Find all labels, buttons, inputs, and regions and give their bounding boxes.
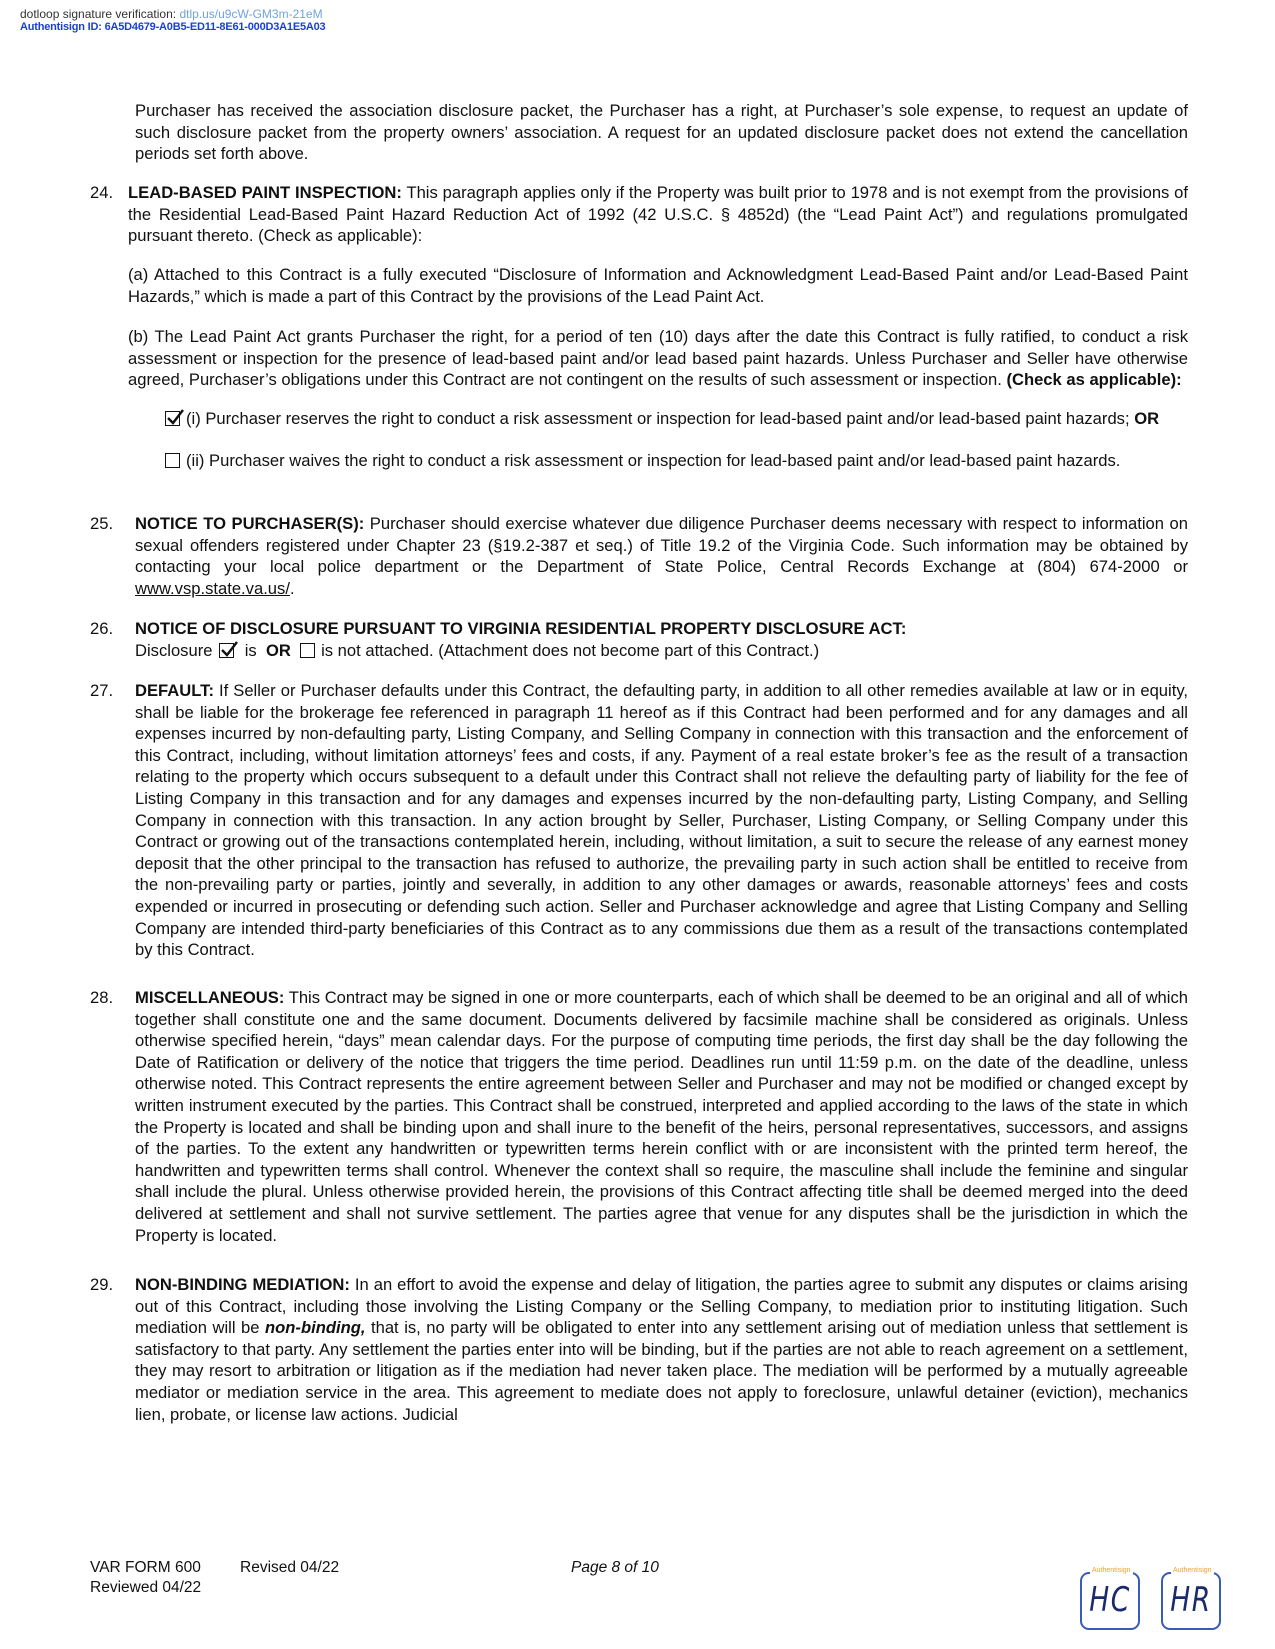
section-27-number: 27. [90, 681, 114, 700]
section-28-body: This Contract may be signed in one or more counterparts, each of which shall be deemed to be an original and all of which together shall constitute one and the same document. Documents delivered by facsimile machine shall be considered as originals. Unless otherwise specified herein, “days” mean calendar days. For the purpose of computing time periods, the first day shall be the day following the Date of Ratification or delivery of the notice that triggers the time period. Deadlines run until 11:59 p.m. on the date of the deadline, unless otherwise noted. This Contract represents the entire agreement between Seller and Purchaser and may not be modified or changed except by written instrument executed by the parties. This Contract shall be construed, interpreted and applied according to the laws of the state in which the Property is located and shall be binding upon and shall inure to the benefit of the heirs, personal representatives, successors, and assigns of the parties. To the extent any handwritten or typewritten terms herein conflict with or are inconsistent with the printed term hereof, the handwritten and typewritten terms shall control. Whenever the context shall so require, the masculine shall include the feminine and singular shall include the plural. Unless otherwise provided herein, the provisions of this Contract affecting title shall be deemed merged into the deed delivered at settlement and shall not survive settlement. The parties agree that venue for any disputes shall be the jurisdiction in which the Property is located. [135, 988, 1188, 1245]
section-24-number: 24. [90, 183, 114, 202]
form-revised: Revised 04/22 [240, 1559, 340, 1576]
section-29-title: NON-BINDING MEDIATION: [135, 1275, 350, 1294]
section-25-end: . [289, 578, 295, 598]
authentisign-logo: Authentisign [1173, 1567, 1212, 1574]
section-24-intro [128, 182, 1188, 247]
section-28-number: 28. [90, 988, 114, 1007]
section-28 [135, 987, 1188, 1246]
section-29-number: 29. [90, 1275, 114, 1294]
section-25-number: 25. [90, 514, 114, 533]
or-label: OR [265, 640, 291, 660]
initials-box-hc[interactable] [1080, 1567, 1140, 1630]
section-24-title: LEAD-BASED PAINT INSPECTION: [128, 183, 402, 202]
verification-label: dotloop signature verification: [20, 7, 177, 21]
section-25 [135, 513, 1188, 599]
initials-box-hr[interactable] [1161, 1567, 1221, 1630]
section-29-body-2: that is, no party will be obligated to enter into any settlement arising out of mediation unless that settlement is satisfactory to that party. Any settlement the parties enter into will be binding, but if the parties are not able to reach agreement on a settlement, they may resort to arbitration or litigation as if the mediation had never taken place. The mediation will be performed by a mutually agreeable mediator or mediation service in the area. This agreement to mediate does not apply to foreclosure, unlawful detainer (eviction), mechanics lien, probate, or license law actions. Judicial [135, 1318, 1188, 1424]
section-24-option-1 [165, 408, 1188, 430]
section-24-b-check: (Check as applicable): [1006, 370, 1182, 390]
section-25-body: Purchaser should exercise whatever due diligence Purchaser deems necessary with respect to information on sexual offenders registered under Chapter 23 (§19.2-387 et seq.) of Title 19.2 of the Virginia Code. Such information may be obtained by contacting your local police department or the Department of State Police, Central Records Exchange at (804) 674-2000 or [135, 514, 1188, 577]
authentisign-logo: Authentisign [1092, 1567, 1131, 1574]
vsp-link[interactable]: www.vsp.state.va.us/ [135, 578, 290, 598]
section-29-body-1: In an effort to avoid the expense and delay of litigation, the parties agree to submit any disputes or claims arising out of this Contract, including those involving the Listing Company or the Selling Company, to mediation prior to instituting litigation. Such mediation will be [135, 1275, 1188, 1338]
section-24-a: (a) Attached to this Contract is a fully executed “Disclosure of Information and Acknowledgment Lead-Based Paint and/or Lead-Based Paint Hazards,” which is made a part of this Contract by the provisions of the Lead Paint Act. [128, 265, 1188, 306]
continuation-paragraph: Purchaser has received the association disclosure packet, the Purchaser has a right, at Purchaser’s sole expense, to request an update of such disclosure packet from the property owners’ association. A request for an updated disclosure packet does not extend the cancellation periods set forth above. [135, 101, 1188, 164]
is-label: is [244, 640, 257, 660]
section-26-number: 26. [90, 619, 114, 638]
section-27-title: DEFAULT: [135, 681, 214, 700]
dotloop-verification [20, 7, 323, 21]
disclosure-label: Disclosure [135, 640, 213, 660]
initials-hr: HR [1170, 1580, 1212, 1620]
section-26 [135, 618, 1188, 661]
option-1-or: OR [1134, 409, 1160, 428]
verification-link[interactable]: dtlp.us/u9cW-GM3m-21eM [179, 7, 323, 21]
option-1-text: (i) Purchaser reserves the right to conduct a risk assessment or inspection for lead-based paint and/or lead-based paint hazards; [186, 409, 1135, 428]
page-number: Page 8 of 10 [571, 1559, 659, 1576]
section-28-title: MISCELLANEOUS: [135, 988, 285, 1007]
disclosure-not-attached-checkbox[interactable] [300, 643, 315, 658]
form-id: VAR FORM 600 [90, 1559, 201, 1576]
section-25-title: NOTICE TO PURCHASER(S): [135, 514, 365, 533]
option-2-checkbox[interactable] [165, 453, 180, 468]
initials-hc: HC [1089, 1580, 1131, 1620]
authentisign-id: Authentisign ID: 6A5D4679-A0B5-ED11-8E61-000D3A1E5A03 [20, 21, 326, 33]
section-24-b [128, 326, 1188, 391]
section-29-emphasis: non-binding, [265, 1318, 366, 1338]
section-27-body: If Seller or Purchaser defaults under this Contract, the defaulting party, in addition to all other remedies available at law or in equity, shall be liable for the brokerage fee referenced in paragraph 11 hereof as if this Contract had been performed and for any damages and all expenses incurred by non-defaulting party, Listing Company, and Selling Company in connection with this transaction and the enforcement of this Contract, including, without limitation attorneys’ fees and costs, if any. Payment of a real estate broker’s fee as the result of a transaction relating to the property which occurs subsequent to a default under this Contract shall not relieve the defaulting party of liability for the fee of Listing Company in this transaction and for any damages and expenses incurred by the non-defaulting party, Listing Company, and Selling Company in connection with this transaction. In any action brought by Seller, Purchaser, Listing Company, or Selling Company under this Contract or growing out of the transactions contemplated herein, including, without limitation, a suit to secure the release of any earnest money deposit that the other principal to the transaction has refused to authorize, the prevailing party in such action shall be entitled to receive from the non-prevailing party or parties, jointly and severally, in addition to any other damages or awards, reasonable attorneys’ fees and costs expended or incurred in prosecuting or defending such action. Seller and Purchaser acknowledge and agree that Listing Company and Selling Company are intended third-party beneficiaries of this Contract as to any commissions due them as a result of the transactions contemplated by this Contract. [135, 681, 1188, 960]
section-24-option-2 [165, 450, 1188, 472]
form-reviewed: Reviewed 04/22 [90, 1579, 202, 1596]
not-attached-text: is not attached. (Attachment does not become part of this Contract.) [321, 640, 820, 660]
option-2-text: (ii) Purchaser waives the right to conduct a risk assessment or inspection for lead-based paint and/or lead-based paint hazards. [186, 451, 1121, 470]
section-24-body: This paragraph applies only if the Property was built prior to 1978 and is not exempt from the provisions of the Residential Lead-Based Paint Hazard Reduction Act of 1992 (42 U.S.C. § 4852d) (the “Lead Paint Act”) and regulations promulgated pursuant thereto. (Check as applicable): [128, 183, 1188, 246]
section-26-title: NOTICE OF DISCLOSURE PURSUANT TO VIRGINIA RESIDENTIAL PROPERTY DISCLOSURE ACT: [135, 619, 907, 638]
section-24-b-body: (b) The Lead Paint Act grants Purchaser the right, for a period of ten (10) days after the date this Contract is fully ratified, to conduct a risk assessment or inspection for the presence of lead-based paint and/or lead based paint hazards. Unless Purchaser and Seller have otherwise agreed, Purchaser’s obligations under this Contract are not contingent on the results of such assessment or inspection. [128, 327, 1188, 390]
section-29 [135, 1274, 1188, 1425]
disclosure-attached-checkbox-checked[interactable] [219, 643, 234, 658]
section-27 [135, 680, 1188, 961]
option-1-checkbox-checked[interactable] [165, 411, 180, 426]
